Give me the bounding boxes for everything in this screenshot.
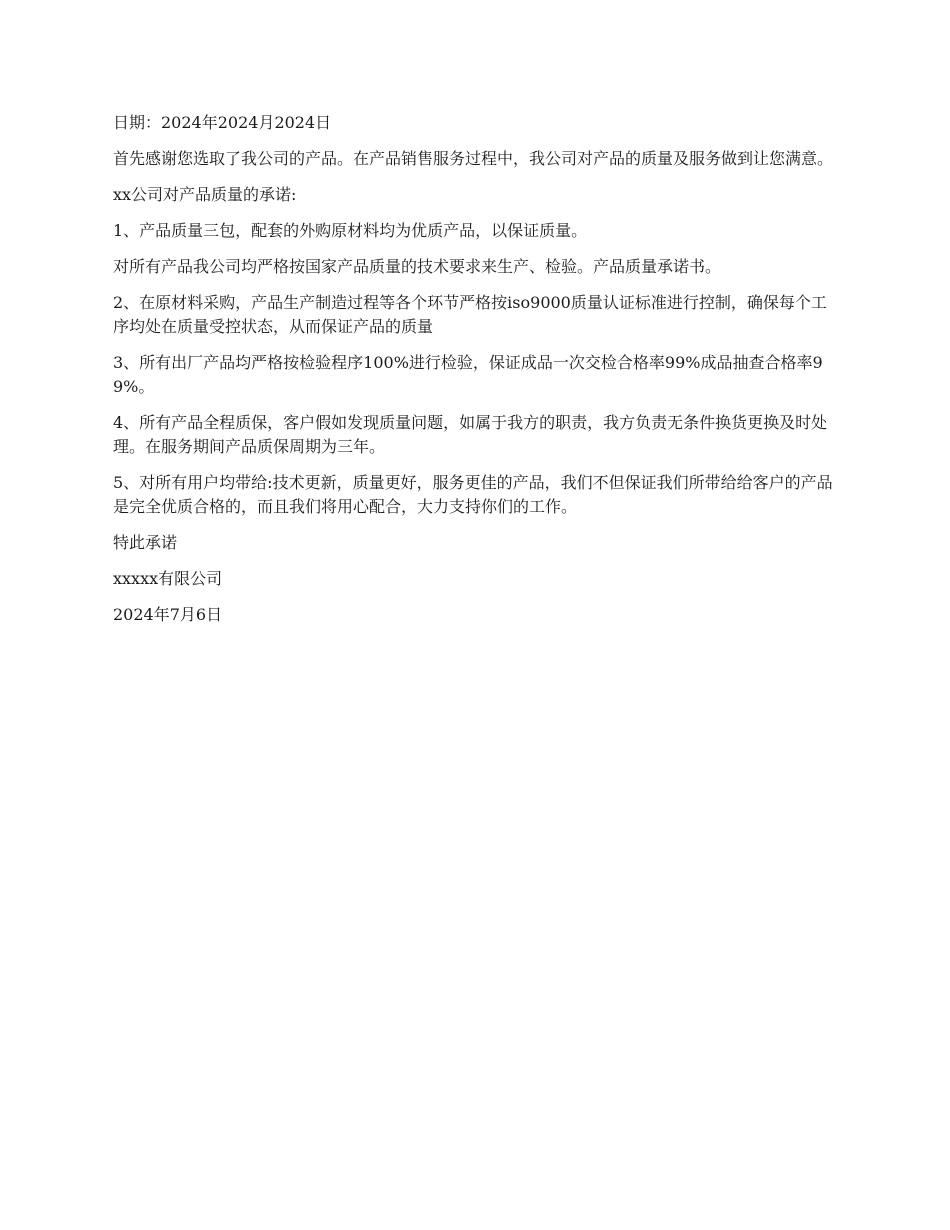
signature-date: 2024年7月6日	[113, 605, 223, 624]
intro-paragraph: 首先感谢您选取了我公司的产品。在产品销售服务过程中，我公司对产品的质量及服务做到让您满意。	[113, 149, 834, 168]
closing-statement: 特此承诺	[113, 533, 178, 552]
date-line: 日期：2024年2024月2024日	[113, 113, 332, 132]
commitment-item-3: 3、所有出厂产品均严格按检验程序100%进行检验，保证成品一次交检合格率99%成品抽查合格率99%。	[113, 353, 823, 396]
commitment-item-1: 1、产品质量三包，配套的外购原材料均为优质产品，以保证质量。	[113, 221, 588, 240]
document-body	[113, 111, 841, 639]
company-signature: xxxxx有限公司	[113, 569, 223, 588]
commitment-heading: xx公司对产品质量的承诺:	[113, 185, 297, 204]
commitment-item-2: 2、在原材料采购，产品生产制造过程等各个环节严格按iso9000质量认证标准进行控制，确保每个工序均处在质量受控状态，从而保证产品的质量	[113, 293, 827, 336]
commitment-item-5: 5、对所有用户均带给:技术更新，质量更好，服务更佳的产品，我们不但保证我们所带给给客户的产品是完全优质合格的，而且我们将用心配合，大力支持你们的工作。	[113, 473, 833, 516]
commitment-item-4: 4、所有产品全程质保，客户假如发现质量问题，如属于我方的职责，我方负责无条件换货更换及时处理。在服务期间产品质保周期为三年。	[113, 413, 828, 456]
standards-paragraph: 对所有产品我公司均严格按国家产品质量的技术要求来生产、检验。产品质量承诺书。	[113, 257, 722, 276]
